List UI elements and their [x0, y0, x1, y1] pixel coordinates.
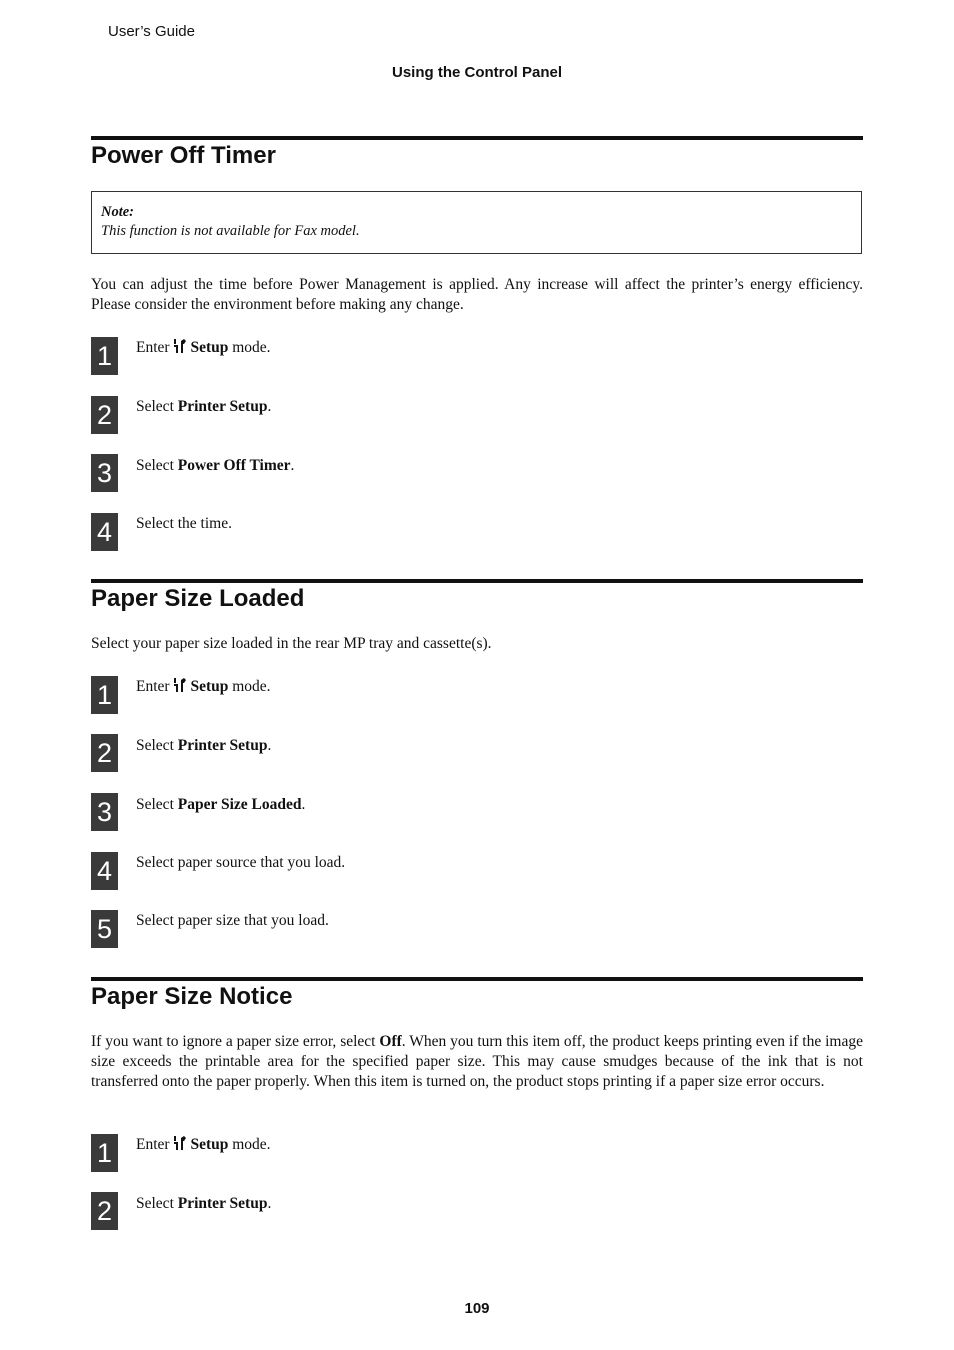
step-text-post: . — [267, 398, 272, 415]
step-text-bold: Printer Setup — [177, 398, 268, 415]
setup-wrench-icon — [173, 677, 187, 693]
step-number: 3 — [91, 454, 118, 492]
step-text-pre: Enter — [136, 1136, 170, 1153]
step-text — [136, 1194, 271, 1214]
intro-paragraph — [91, 1032, 863, 1092]
note-label: Note: — [101, 204, 135, 220]
guide-title: User’s Guide — [108, 23, 195, 40]
step-number: 2 — [91, 734, 118, 772]
step-text — [136, 397, 271, 417]
step-number: 1 — [91, 676, 118, 714]
step-text — [136, 514, 232, 534]
step-text-post: . — [267, 1195, 272, 1212]
step-text-pre: Enter — [136, 339, 170, 356]
step-text-post: mode. — [228, 678, 271, 695]
note-text: This function is not available for Fax model. — [101, 223, 360, 239]
intro-paragraph: Select your paper size loaded in the rear MP tray and cassette(s). — [91, 635, 492, 652]
step-text-post: . — [267, 737, 272, 754]
setup-wrench-icon — [173, 1135, 187, 1151]
section-title-paper-size-loaded: Paper Size Loaded — [91, 585, 305, 612]
step-text-pre: Select — [136, 1195, 178, 1212]
section-rule — [91, 977, 863, 981]
step-text-bold: Setup — [190, 678, 229, 695]
step-text-pre: Select paper source that you load. — [136, 854, 346, 871]
step-text-pre: Select — [136, 796, 178, 813]
page-number: 109 — [464, 1300, 490, 1317]
chapter-title: Using the Control Panel — [391, 64, 562, 81]
step-number: 1 — [91, 337, 118, 375]
step-number: 2 — [91, 396, 118, 434]
step-text-pre: Select paper size that you load. — [136, 912, 329, 929]
step-text-post: . — [290, 457, 295, 474]
intro-paragraph: You can adjust the time before Power Management is applied. Any increase will affect the printer’s energy efficiency. Please consider the environment before making any change. — [91, 276, 863, 313]
step-text-post: mode. — [228, 1136, 271, 1153]
step-number: 5 — [91, 910, 118, 948]
step-text-pre: Select — [136, 737, 178, 754]
intro-text-post: . When you turn this item off, the product keeps printing even if the image size exceeds the printable area for the specified paper size. This may cause smudges because of the ink that is not transferred onto the paper properly. When this item is turned on, the product stops printing if a paper size error occurs. — [91, 1033, 863, 1090]
step-text — [136, 911, 329, 931]
step-text — [136, 338, 271, 358]
step-text-bold: Setup — [190, 339, 229, 356]
step-number: 2 — [91, 1192, 118, 1230]
step-text-bold: Paper Size Loaded — [177, 796, 302, 813]
step-text-pre: Select the time. — [136, 515, 232, 532]
step-text-post: . — [301, 796, 306, 813]
step-text — [136, 1135, 271, 1155]
setup-wrench-icon — [173, 338, 187, 354]
step-text — [136, 853, 345, 873]
step-text-pre: Select — [136, 457, 178, 474]
step-text-pre: Select — [136, 398, 178, 415]
note-box — [91, 191, 862, 254]
intro-text-bold: Off — [379, 1033, 402, 1050]
step-text — [136, 795, 305, 815]
step-text-pre: Enter — [136, 678, 170, 695]
step-number: 4 — [91, 513, 118, 551]
section-title-paper-size-notice: Paper Size Notice — [91, 983, 293, 1010]
step-text — [136, 456, 294, 476]
step-text — [136, 677, 271, 697]
section-rule — [91, 579, 863, 583]
step-text-bold: Setup — [190, 1136, 229, 1153]
section-title-power-off-timer: Power Off Timer — [91, 142, 276, 169]
step-number: 4 — [91, 852, 118, 890]
step-text-bold: Printer Setup — [177, 737, 268, 754]
step-text — [136, 736, 271, 756]
section-rule — [91, 136, 863, 140]
intro-text-pre: If you want to ignore a paper size error, select — [91, 1033, 380, 1050]
step-text-bold: Power Off Timer — [177, 457, 291, 474]
step-text-bold: Printer Setup — [177, 1195, 268, 1212]
step-number: 3 — [91, 793, 118, 831]
step-text-post: mode. — [228, 339, 271, 356]
step-number: 1 — [91, 1134, 118, 1172]
